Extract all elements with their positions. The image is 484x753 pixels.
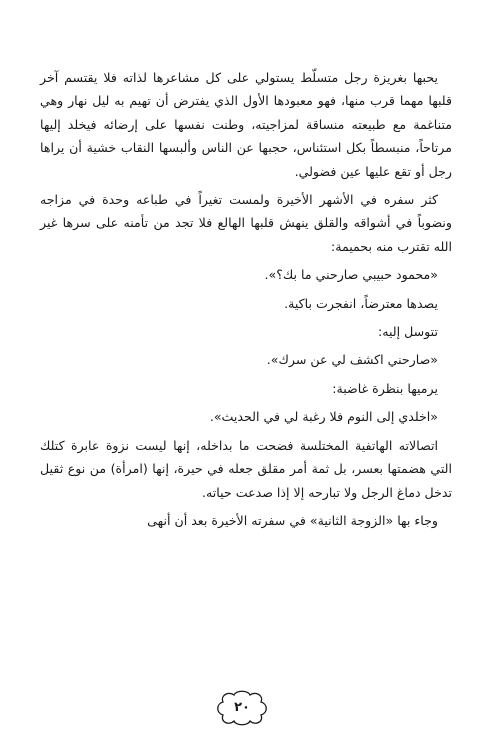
paragraph: وجاء بها «الزوجة الثانية» في سفرته الأخيرة بعد أن أنهى: [147, 512, 438, 528]
dialogue-line: «اخلدي إلى النوم فلا رغبة لي في الحديث».: [209, 409, 438, 425]
paragraph: يرميها بنظرة غاضبة:: [332, 380, 438, 396]
paragraph: يصدها معترضاً، انفجرت باكية.: [284, 295, 438, 311]
paragraph: كثر سفره في الأشهر الأخيرة ولمست تغيراً في طباعه وحدة في مزاجه ونضوباً في أشواقه والقلق ينهش قلبها الهالع فلا تجد من تأمنه على سرها غير الله تقترب منه بحميمة:: [40, 192, 452, 254]
dialogue-line: «محمود حبيبي صارحني ما بك؟».: [264, 267, 438, 283]
page-number: ٢٠: [234, 700, 250, 715]
paragraph: تتوسل إليه:: [377, 324, 438, 340]
page-body-text: [40, 66, 452, 537]
dialogue-line: «صارحني اكشف لي عن سرك».: [266, 352, 438, 368]
paragraph: يحبها بغريزة رجل متسلّط يستولي على كل مشاعرها لذاته فلا يقتسم آخر قلبها مهما قرب منها، فهو معبودها الأول الذي يفترض أن تهيم به ليل نهار وهي متناغمة مع طبيعته منساقة لمزاجيته، وطنت نفسها على إرضائه فيخلد إليها مرتاحاً، منبسطاً بكل استئناس، حجبها عن الناس وألبسها النقاب خشية أن يراها رجل أو تقع عليها عين فضولي.: [40, 70, 452, 179]
page-number-ornament: [214, 688, 270, 728]
paragraph: اتصالاته الهاتفية المختلسة فضحت ما بداخله، إنها ليست نزوة عابرة كتلك التي هضمتها بعسر، بل ثمة أمر مقلق جعله في حيرة، إنها (امرأة) من نوع ثقيل تدخل دماغ الرجل ولا تبارحه إلا إذا صدعت حياته.: [40, 437, 452, 500]
